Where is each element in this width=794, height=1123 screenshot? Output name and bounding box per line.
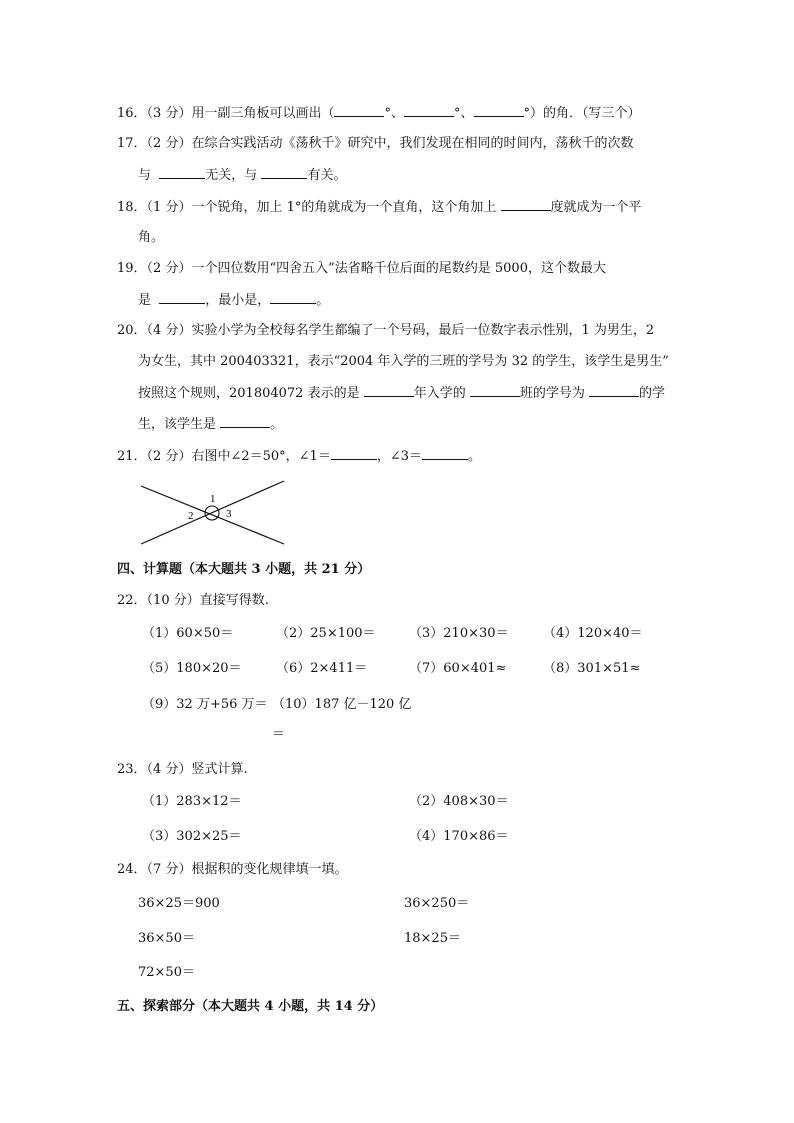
calc-item: （2）408×30＝ <box>409 794 509 809</box>
question-text: 。 <box>270 417 284 432</box>
calc-item: （10）187 亿－120 亿 <box>272 697 412 712</box>
question-number: 24． <box>117 862 147 877</box>
degree-sign: ° <box>384 106 391 121</box>
question-20-line2 <box>138 353 669 371</box>
question-number: 19． <box>117 261 147 276</box>
question-text: 生，该学生是 <box>138 417 217 432</box>
calc-item: （7）60×401≈ <box>409 661 507 676</box>
question-text: 的学 <box>639 386 666 401</box>
answer-blank[interactable] <box>470 384 520 397</box>
degree-sign: ° <box>523 106 530 121</box>
question-text: 直接写得数. <box>199 593 269 608</box>
angle-label-3: 3 <box>226 508 232 520</box>
question-score: （3 分） <box>146 106 192 121</box>
calc-item: 18×25＝ <box>404 931 461 946</box>
question-20-line3 <box>138 384 665 403</box>
question-text: 实验小学为全校每名学生都编了一个号码，最后一位数字表示性别，1 为男生，2 <box>191 323 655 338</box>
separator: 、 <box>460 106 474 121</box>
question-score: （1 分） <box>146 200 192 215</box>
question-19 <box>117 260 606 278</box>
question-text: 竖式计算. <box>191 762 248 777</box>
question-score: （10 分） <box>146 593 200 608</box>
calc-item: 72×50＝ <box>138 965 195 980</box>
calc-item: （1）60×50＝ <box>142 626 234 641</box>
question-text: ，∠3＝ <box>376 449 422 464</box>
calc-item: （2）25×100＝ <box>276 626 376 641</box>
question-number: 18． <box>117 200 147 215</box>
separator: 、 <box>390 106 404 121</box>
question-17 <box>117 135 633 153</box>
answer-blank[interactable] <box>474 104 524 117</box>
calc-item: （1）283×12＝ <box>142 794 242 809</box>
question-23 <box>117 761 248 779</box>
calc-item: （5）180×20＝ <box>142 661 242 676</box>
question-text: 按照这个规则，201804072 表示的是 <box>138 386 360 401</box>
question-text: 。 <box>316 293 330 308</box>
calc-item: 36×250＝ <box>404 896 470 911</box>
section-heading-4: 四、计算题（本大题共 3 小题，共 21 分） <box>117 562 371 577</box>
calc-item: 36×50＝ <box>138 931 195 946</box>
section-heading-5: 五、探索部分（本大题共 4 小题，共 14 分） <box>117 999 384 1014</box>
question-score: （2 分） <box>146 261 192 276</box>
question-24 <box>117 861 347 879</box>
question-text: 根据积的变化规律填一填。 <box>191 862 348 877</box>
question-number: 16． <box>117 106 147 121</box>
question-number: 22． <box>117 593 147 608</box>
question-number: 21． <box>117 449 147 464</box>
answer-blank[interactable] <box>404 104 454 117</box>
answer-blank[interactable] <box>422 447 468 460</box>
question-text: 是 <box>138 293 152 308</box>
question-number: 20． <box>117 323 147 338</box>
question-text: 一个四位数用“四舍五入”法省略千位后面的尾数约是 5000，这个数最大 <box>191 261 606 276</box>
answer-blank[interactable] <box>501 198 551 211</box>
question-text: 右图中∠2＝50°，∠1＝ <box>191 449 331 464</box>
answer-blank[interactable] <box>334 104 384 117</box>
question-text: 一个锐角，加上 1°的角就成为一个直角，这个角加上 <box>191 200 497 215</box>
calc-item: （9）32 万+56 万＝ <box>142 697 268 712</box>
question-score: （4 分） <box>146 762 192 777</box>
line-b <box>141 481 284 544</box>
question-20-line4 <box>138 415 283 434</box>
answer-blank[interactable] <box>261 166 307 179</box>
question-text: 班的学号为 <box>519 386 585 401</box>
question-17-line2 <box>138 166 346 185</box>
question-22 <box>117 592 269 610</box>
question-20 <box>117 322 654 340</box>
question-score: （4 分） <box>146 323 192 338</box>
question-text: 度就成为一个平 <box>550 200 642 215</box>
angle-label-2: 2 <box>188 510 194 522</box>
calc-item: 36×25＝900 <box>138 896 220 911</box>
question-18-line2 <box>138 229 164 247</box>
question-text: 。 <box>468 449 482 464</box>
question-text: 为女生，其中 200403321，表示“2004 年入学的三班的学号为 32 的学生，该学生是男生” <box>138 354 669 369</box>
answer-blank[interactable] <box>589 384 639 397</box>
answer-blank[interactable] <box>220 415 270 428</box>
question-text: 有关。 <box>307 168 347 183</box>
calc-item: （8）301×51≈ <box>543 661 641 676</box>
answer-blank[interactable] <box>159 291 205 304</box>
question-18 <box>117 198 642 217</box>
question-21 <box>117 447 481 466</box>
answer-blank[interactable] <box>159 166 205 179</box>
calc-item: （4）120×40＝ <box>543 626 643 641</box>
question-text: 年入学的 <box>413 386 466 401</box>
intersecting-lines-figure <box>138 478 288 548</box>
question-text: ）的角．（写三个） <box>530 106 641 121</box>
calc-item: （4）170×86＝ <box>409 829 509 844</box>
question-text: 角。 <box>138 230 165 245</box>
answer-blank[interactable] <box>331 447 377 460</box>
question-text: 在综合实践活动《荡秋千》研究中，我们发现在相同的时间内，荡秋千的次数 <box>191 136 634 151</box>
calc-item: （3）302×25＝ <box>142 829 242 844</box>
calc-item-equals: ＝ <box>272 727 286 742</box>
question-text: ，最小是， <box>205 293 271 308</box>
answer-blank[interactable] <box>270 291 316 304</box>
answer-blank[interactable] <box>364 384 414 397</box>
question-score: （7 分） <box>146 862 192 877</box>
question-16 <box>117 104 641 123</box>
question-text: 用一副三角板可以画出（ <box>191 106 335 121</box>
degree-sign: ° <box>453 106 461 121</box>
question-text: 无关，与 <box>205 168 258 183</box>
calc-item: （3）210×30＝ <box>409 626 509 641</box>
question-text: 与 <box>138 168 152 183</box>
question-number: 23． <box>117 762 147 777</box>
question-score: （2 分） <box>146 136 192 151</box>
question-19-line2 <box>138 291 329 310</box>
angle-label-1: 1 <box>210 493 216 505</box>
question-score: （2 分） <box>146 449 192 464</box>
calc-item: （6）2×411＝ <box>276 661 368 676</box>
question-number: 17． <box>117 136 147 151</box>
